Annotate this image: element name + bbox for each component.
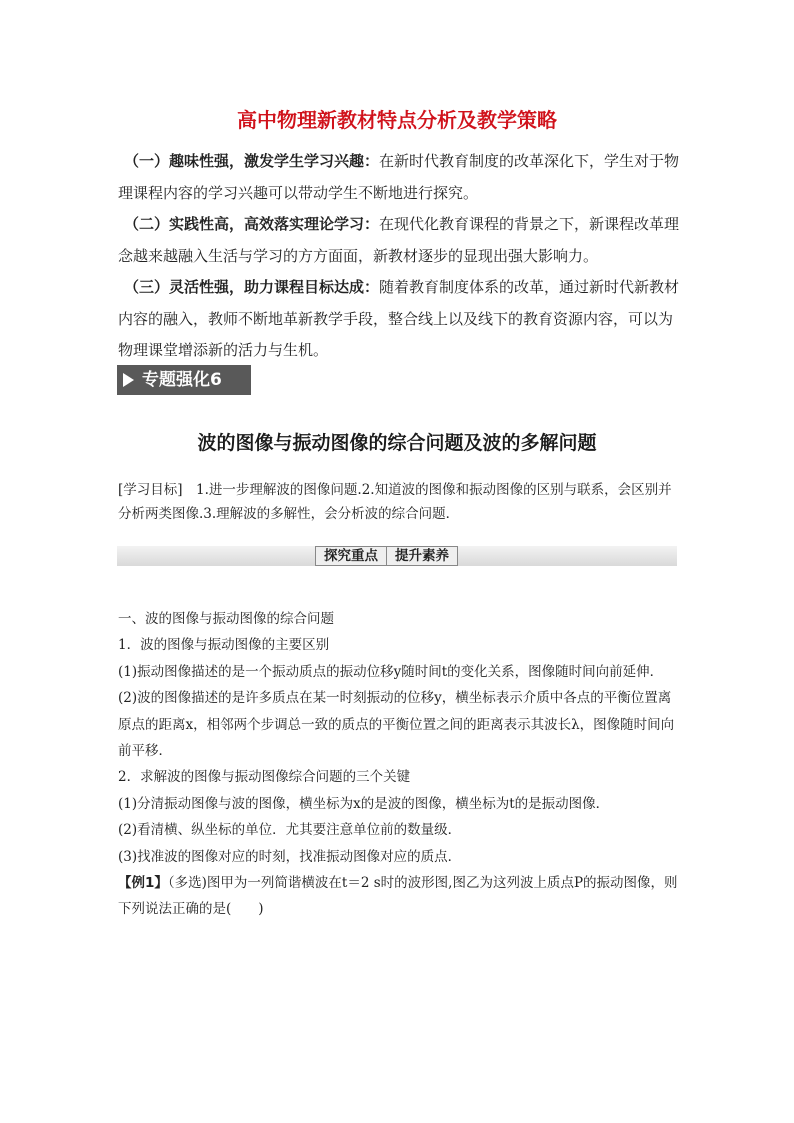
content-item-2: (2)波的图像描述的是许多质点在某一时刻振动的位移y，横坐标表示介质中各点的平衡位置离原点的距离x，相邻两个步调总一致的质点的平衡位置之间的距离表示其波长λ，图像随时间向前平移． [118, 690, 675, 760]
intro-heading-1: （一）趣味性强，激发学生学习兴趣： [124, 152, 380, 170]
intro-paragraph-2 [118, 209, 684, 272]
play-arrow-icon [123, 373, 134, 387]
content-key-3: (3)找准波的图像对应的时刻，找准振动图像对应的质点． [118, 848, 462, 865]
page-title: 高中物理新教材特点分析及教学策略 [237, 108, 557, 132]
content-subheading-2: 2．求解波的图像与振动图像综合问题的三个关键 [118, 769, 411, 786]
content-key-1: (1)分清振动图像与波的图像，横坐标为x的是波的图像，横坐标为t的是振动图像． [118, 795, 610, 812]
intro-paragraph-3 [118, 272, 684, 367]
chapter-title: 波的图像与振动图像的综合问题及波的多解问题 [197, 432, 597, 454]
content-subheading-1: 1．波的图像与振动图像的主要区别 [118, 637, 330, 654]
learning-objectives: [学习目标] 1.进一步理解波的图像问题.2.知道波的图像和振动图像的区别与联系，会区别并分析两类图像.3.理解波的多解性，会分析波的综合问题． [118, 482, 672, 522]
section-header-box [315, 546, 458, 566]
section-label-left: 探究重点 [324, 548, 378, 564]
intro-text-2: 在现代化教育课程的背景之下，新课程改革理念越来越融入生活与学习的方方面面，新教材逐步的显现出强大影响力。 [118, 215, 680, 265]
intro-heading-2: （二）实践性高，高效落实理论学习： [124, 215, 380, 233]
topic-badge [117, 365, 251, 395]
content-heading: 一、波的图像与振动图像的综合问题 [118, 611, 334, 627]
intro-heading-3: （三）灵活性强，助力课程目标达成： [124, 278, 380, 296]
example-1 [118, 870, 684, 923]
intro-text-1: 在新时代教育制度的改革深化下，学生对于物理课程内容的学习兴趣可以带动学生不断地进行探究。 [118, 152, 680, 202]
topic-badge-label: 专题强化6 [142, 370, 222, 390]
example-text: （多选)图甲为一列简谐横波在t＝2 s时的波形图,图乙为这列波上质点P的振动图像，则下列说法正确的是( ) [118, 875, 678, 918]
intro-text-3: 随着教育制度体系的改革，通过新时代新教材内容的融入，教师不断地革新教学手段，整合线上以及线下的教育资源内容，可以为物理课堂增添新的活力与生机。 [118, 278, 680, 359]
example-tag: 【例1】 [118, 875, 168, 892]
intro-paragraph-1 [118, 146, 684, 209]
content-key-2: (2)看清横、纵坐标的单位．尤其要注意单位前的数量级． [118, 822, 462, 839]
intro-section [118, 146, 684, 367]
content-body [118, 606, 684, 923]
section-label-right: 提升素养 [386, 547, 457, 565]
content-item-1: (1)振动图像描述的是一个振动质点的振动位移y随时间t的变化关系，图像随时间向前延伸． [118, 663, 664, 680]
